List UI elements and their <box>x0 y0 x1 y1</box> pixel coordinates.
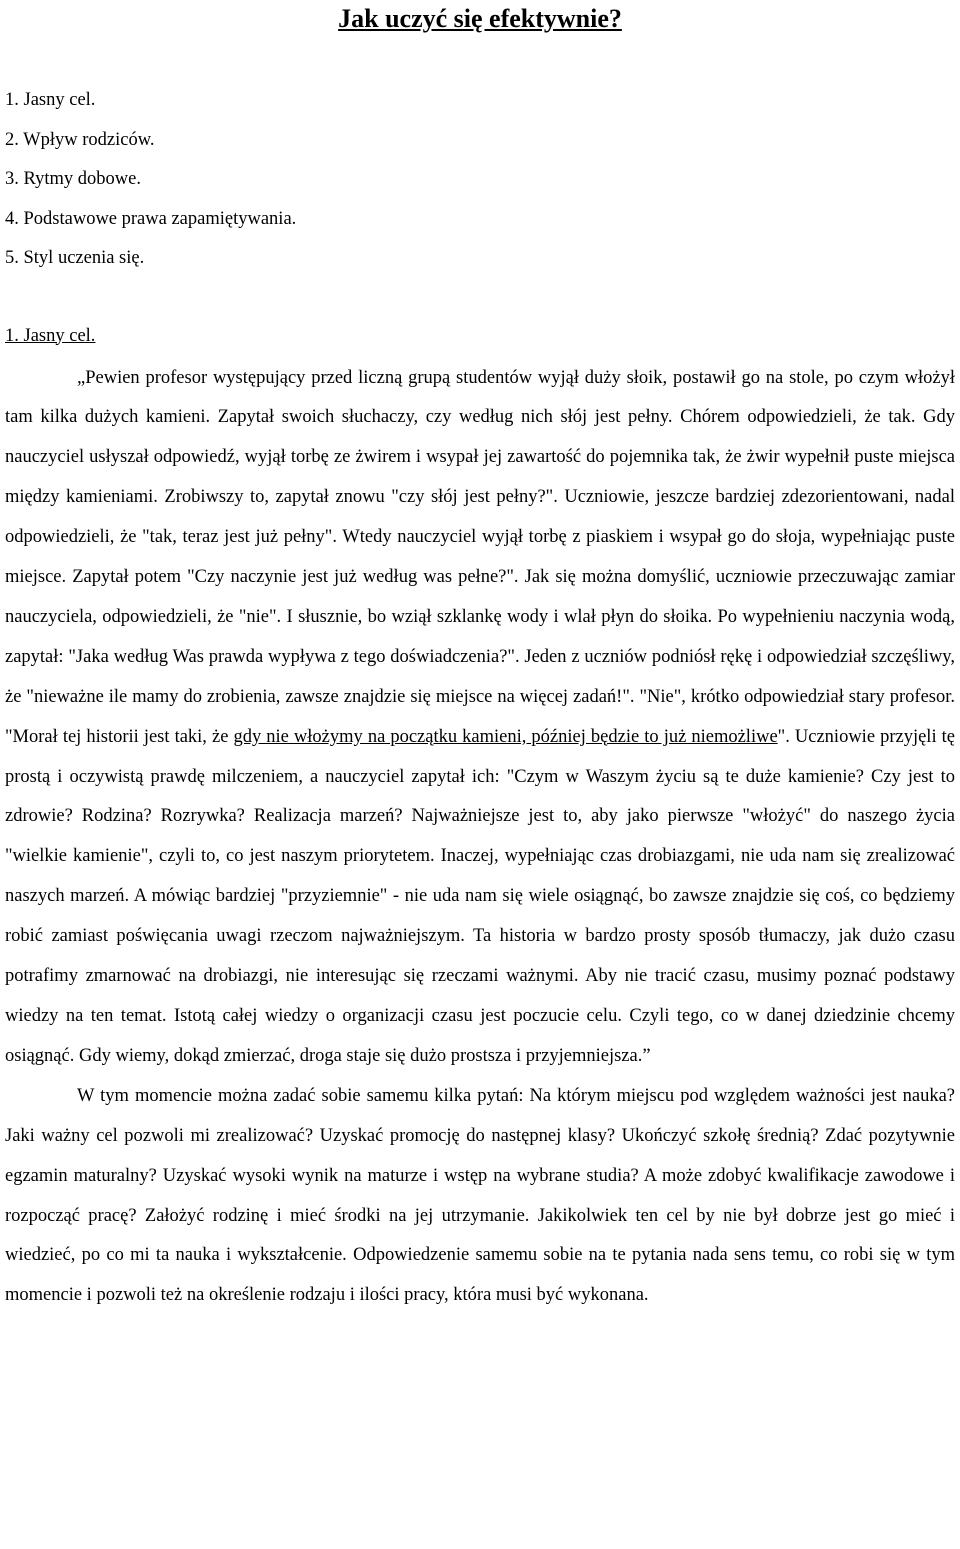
toc-item: 5. Styl uczenia się. <box>5 248 145 268</box>
story-text: „Pewien profesor występujący przed liczną grupą studentów wyjął duży słoik, postawił go na stole, po czym włożył tam kilka dużych kamieni. Zapytał swoich słuchaczy, czy według nich słój jest pełny. Chórem odpowiedzieli, że tak. Gdy nauczyciel usłyszał odpowiedź, wyjął torbę ze żwirem i wsypał jej zawartość do pojemnika tak, że żwir wypełnił puste miejsca między kamieniami. Zrobiwszy to, zapytał znowu "czy słój jest pełny?". Uczniowie, jeszcze bardziej zdezorientowani, nadal odpowiedzieli, że "tak, teraz jest już pełny". Wtedy nauczyciel wyjął torbę z piaskiem i wsypał go do słoja, wypełniając puste miejsce. Zapytał potem "Czy naczynie jest już według was pełne?". Jak się można domyślić, uczniowie przeczuwając zamiar nauczyciela, odpowiedzieli, że "nie". I słusznie, bo wziął szklankę wody i wlał płyn do słoika. Po wypełnieniu naczynia wodą, zapytał: "Jaka według Was prawda wypływa z tego doświadczenia?". Jeden z uczniów podniósł rękę i odpowiedział szczęśliwy, że "nieważne ile mamy do zrobienia, zawsze znajdzie się miejsce na więcej zadań!". "Nie", krótko odpowiedział stary profesor. "Morał tej historii jest taki, że <box>5 367 955 747</box>
section-heading: 1. Jasny cel. <box>5 325 96 346</box>
table-of-contents <box>5 88 955 286</box>
document-page <box>5 0 955 1316</box>
story-paragraph <box>5 359 955 1077</box>
questions-paragraph: W tym momencie można zadać sobie samemu kilka pytań: Na którym miejscu pod względem ważności jest nauka? Jaki ważny cel pozwoli mi zrealizować? Uzyskać promocję do następnej klasy? Ukończyć szkołę średnią? Zdać pozytywnie egzamin maturalny? Uzyskać wysoki wynik na maturze i wstęp na wybrane studia? A może zdobyć kwalifikacje zawodowe i rozpocząć pracę? Założyć rodzinę i mieć środki na jej utrzymanie. Jakikolwiek ten cel by nie był dobrze jest go mieć i wiedzieć, po co mi ta nauka i wykształcenie. Odpowiedzenie samemu sobie na te pytania nada sens temu, co robi się w tym momencie i pozwoli też na określenie rodzaju i ilości pracy, która musi być wykonana. <box>5 1085 955 1306</box>
page-title: Jak uczyć się efektywnie? <box>338 4 622 33</box>
toc-item: 4. Podstawowe prawa zapamiętywania. <box>5 208 297 229</box>
story-text-continued: ". Uczniowie przyjęli tę prostą i oczywistą prawdę milczeniem, a nauczyciel zapytał ich: "Czym w Waszym życiu są te duże kamienie? Czy jest to zdrowie? Rodzina? Rozrywka? Realizacja marzeń? Najważniejsze jest to, aby jako pierwsze "włożyć" do naszego życia "wielkie kamienie", czyli to, co jest naszym priorytetem. Inaczej, wypełniając czas drobiazgami, nie uda nam się zrealizować naszych marzeń. A mówiąc bardziej "przyziemnie" - nie uda nam się wiele osiągnąć, bo zawsze znajdzie się coś, co będziemy robić zamiast poświęcania uwagi rzeczom najważniejszym. Ta historia w bardzo prosty sposób tłumaczy, jak dużo czasu potrafimy zmarnować na drobiazgi, nie interesując się rzeczami ważnymi. Aby nie tracić czasu, musimy poznać podstawy wiedzy na ten temat. Istotą całej wiedzy o organizacji czasu jest poczucie celu. Czyli tego, co w danej dziedzinie chcemy osiągnąć. Gdy wiemy, dokąd zmierzać, droga staje się dużo prostsza i przyjemniejsza.” <box>5 726 955 1066</box>
toc-item: 3. Rytmy dobowe. <box>5 169 141 189</box>
toc-item: 2. Wpływ rodziców. <box>5 129 155 150</box>
underlined-moral: gdy nie włożymy na początku kamieni, później będzie to już niemożliwe <box>233 726 778 747</box>
toc-item: 1. Jasny cel. <box>5 90 96 110</box>
